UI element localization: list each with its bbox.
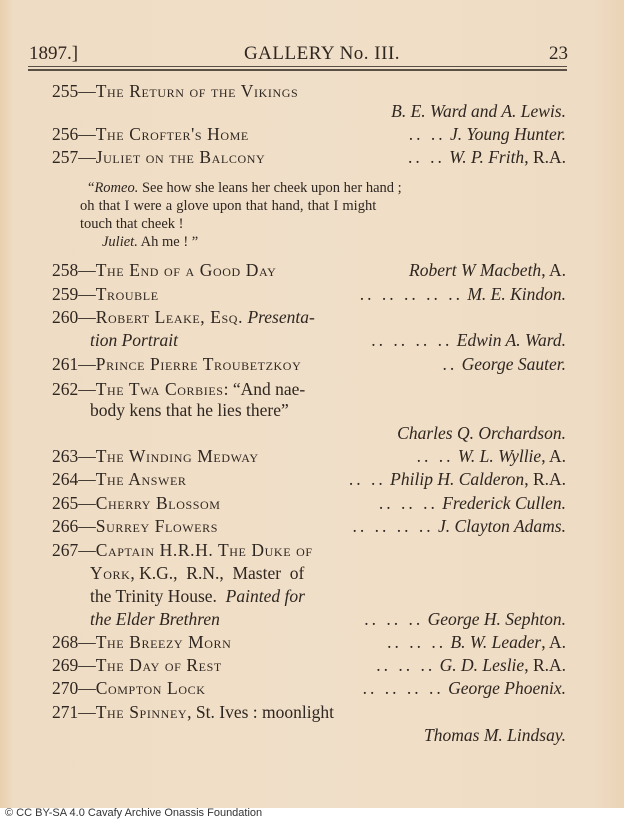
page-title bbox=[0, 43, 624, 65]
leader-dots: .. .. .. bbox=[378, 493, 438, 513]
entry-number: 268 bbox=[52, 632, 79, 652]
artist-name: Charles Q. Orchardson. bbox=[397, 423, 566, 443]
leader-dots: .. .. .. .. bbox=[352, 516, 434, 536]
entry-line bbox=[52, 422, 566, 444]
page-number: 23 bbox=[549, 43, 568, 64]
entry-line bbox=[90, 562, 566, 584]
entry-subtitle: , K.G., R.N., Master of bbox=[130, 563, 305, 583]
entry-right bbox=[397, 422, 566, 444]
leader-dots: .. .. bbox=[416, 446, 454, 466]
entry-dash: — bbox=[78, 540, 96, 560]
artist-name: George Sauter. bbox=[461, 354, 566, 374]
entry-number: 271 bbox=[52, 702, 79, 722]
header-rule-thin bbox=[28, 66, 567, 67]
leader-dots: .. .. .. bbox=[376, 655, 436, 675]
entry-right bbox=[424, 724, 566, 746]
entry-line bbox=[90, 399, 566, 421]
entry-right bbox=[417, 445, 566, 467]
entry-dash: — bbox=[78, 124, 96, 144]
entry-number: 257 bbox=[52, 147, 79, 167]
quote-text-1: See how she leans her cheek upon her hand ; bbox=[138, 180, 402, 196]
quote-speaker-romeo: Romeo. bbox=[94, 180, 139, 196]
entry-title: The Twa Corbies bbox=[95, 379, 224, 399]
entry-dash: — bbox=[78, 147, 96, 167]
entry-number: 265 bbox=[52, 493, 79, 513]
entry-dash: — bbox=[78, 516, 96, 536]
artist-name: B. W. Leader bbox=[450, 632, 542, 652]
open-quote: “ bbox=[88, 180, 95, 196]
header-year: 1897.] bbox=[29, 43, 79, 64]
entry-right bbox=[391, 100, 566, 122]
artist-name: M. E. Kindon. bbox=[467, 284, 566, 304]
entry-title: The Return of the Vikings bbox=[95, 81, 299, 101]
entry-number: 263 bbox=[52, 446, 79, 466]
artist-name: W. L. Wyllie bbox=[457, 446, 542, 466]
entry-number: 261 bbox=[52, 354, 79, 374]
entry-line bbox=[90, 329, 566, 351]
artist-name: George Phoenix. bbox=[448, 678, 566, 698]
entry-title: Juliet on the Balcony bbox=[95, 147, 266, 167]
entry-right bbox=[379, 492, 566, 514]
artist-name: Edwin A. Ward. bbox=[456, 330, 566, 350]
entry-number: 260 bbox=[52, 307, 79, 327]
entry-title: Compton Lock bbox=[95, 678, 206, 698]
entry-number: 264 bbox=[52, 469, 79, 489]
entry-right bbox=[371, 329, 566, 351]
artist-name: J. Young Hunter. bbox=[449, 124, 566, 144]
entry-title-italic: Presenta- bbox=[247, 307, 315, 327]
entry-dash: — bbox=[78, 632, 96, 652]
entry-dash: — bbox=[78, 307, 96, 327]
entry-right bbox=[409, 123, 566, 145]
entry-line bbox=[52, 100, 566, 122]
artist-name: W. P. Frith bbox=[449, 147, 525, 167]
artist-name: Thomas M. Lindsay. bbox=[424, 725, 566, 745]
entry-subtitle-italic: the Elder Brethren bbox=[90, 609, 220, 629]
entry-title-rest: , St. Ives : moonlight bbox=[187, 702, 334, 722]
entry-right bbox=[352, 515, 566, 537]
artist-title: , A. bbox=[541, 632, 566, 652]
entry-dash: — bbox=[78, 655, 96, 675]
entry-title: The Breezy Morn bbox=[95, 632, 232, 652]
entry-title: Prince Pierre Troubetzkoy bbox=[95, 354, 302, 374]
artist-name: George H. Sephton. bbox=[427, 609, 566, 629]
leader-dots: .. .. .. bbox=[387, 632, 447, 652]
entry-dash: — bbox=[78, 678, 96, 698]
entry-right bbox=[408, 146, 566, 168]
leader-dots: .. .. bbox=[408, 147, 445, 167]
entry-title: Cherry Blossom bbox=[95, 493, 221, 513]
artist-name: J. Clayton Adams. bbox=[437, 516, 566, 536]
entry-right bbox=[360, 283, 566, 305]
leader-dots: .. .. bbox=[348, 469, 386, 489]
entry-subtitle: tion Portrait bbox=[90, 330, 178, 350]
entry-line bbox=[52, 378, 566, 400]
entry-subtitle: the Trinity House. bbox=[90, 586, 217, 606]
entry-line bbox=[52, 353, 566, 375]
entry-number: 256 bbox=[52, 124, 79, 144]
entry-right bbox=[363, 677, 566, 699]
entry-title: The End of a Good Day bbox=[95, 260, 277, 280]
quote-speaker-juliet: Juliet. bbox=[102, 234, 138, 250]
entry-title: The Winding Medway bbox=[95, 446, 259, 466]
artist-name: Robert W Macbeth bbox=[409, 260, 542, 280]
leader-dots: .. .. bbox=[408, 124, 446, 144]
entry-line bbox=[52, 468, 566, 490]
leader-dots: .. bbox=[442, 354, 458, 374]
entry-title: Surrey Flowers bbox=[95, 516, 218, 536]
entry-line bbox=[52, 654, 566, 676]
entry-number: 270 bbox=[52, 678, 79, 698]
entry-number: 255 bbox=[52, 81, 79, 101]
leader-dots: .. .. .. .. bbox=[362, 678, 444, 698]
entry-right bbox=[364, 608, 566, 630]
entry-title: The Crofter's Home bbox=[95, 124, 249, 144]
artist-title: , A. bbox=[541, 260, 566, 280]
entry-right bbox=[349, 468, 566, 490]
quote-text-4: Ah me ! ” bbox=[137, 234, 199, 250]
entry-number: 267 bbox=[52, 540, 79, 560]
entry-title: The Spinney bbox=[95, 702, 188, 722]
entry-dash: — bbox=[78, 493, 96, 513]
artist-title: , A. bbox=[541, 446, 566, 466]
entry-right bbox=[376, 654, 566, 676]
entry-right bbox=[409, 259, 566, 281]
leader-dots: .. .. .. bbox=[364, 609, 424, 629]
entry-line bbox=[90, 608, 566, 630]
artist-title: , R.A. bbox=[524, 655, 566, 675]
entry-dash: — bbox=[78, 702, 96, 722]
entry-number: 258 bbox=[52, 260, 79, 280]
entry-dash: — bbox=[78, 260, 96, 280]
quote-line-2: oh that I were a glove upon that hand, that I might bbox=[80, 198, 377, 214]
artist-name: Frederick Cullen. bbox=[442, 493, 566, 513]
entry-dash: — bbox=[78, 379, 96, 399]
entry-title: The Day of Rest bbox=[95, 655, 222, 675]
entry-line bbox=[52, 445, 566, 467]
entry-title-rest: : “And nae- bbox=[223, 379, 306, 399]
entry-line bbox=[52, 677, 566, 699]
entry-subtitle-sc: York bbox=[90, 563, 131, 583]
artist-title: , R.A. bbox=[524, 147, 566, 167]
entry-subtitle: body kens that he lies there” bbox=[90, 400, 289, 420]
entry-line bbox=[52, 724, 566, 746]
entry-number: 262 bbox=[52, 379, 79, 399]
artist-title: , R.A. bbox=[524, 469, 566, 489]
entry-number: 259 bbox=[52, 284, 79, 304]
entry-line bbox=[90, 585, 566, 607]
entry-line bbox=[52, 123, 566, 145]
entry-subtitle-italic: Painted for bbox=[225, 586, 305, 606]
entry-dash: — bbox=[78, 469, 96, 489]
quote-line-3: touch that cheek ! bbox=[80, 216, 184, 232]
entry-number: 266 bbox=[52, 516, 79, 536]
entry-line bbox=[52, 515, 566, 537]
entry-title: Captain H.R.H. The Duke of bbox=[95, 540, 313, 560]
header-rule-thick bbox=[28, 69, 567, 71]
page-title-text: GALLERY No. III. bbox=[243, 43, 401, 64]
entry-dash: — bbox=[78, 446, 96, 466]
entry-line bbox=[52, 701, 566, 723]
entry-line bbox=[52, 283, 566, 305]
entry-title: The Answer bbox=[95, 469, 187, 489]
entry-line bbox=[52, 492, 566, 514]
entry-title: Robert Leake, Esq. bbox=[95, 307, 244, 327]
leader-dots: .. .. .. .. bbox=[371, 330, 453, 350]
entry-number: 269 bbox=[52, 655, 79, 675]
entry-title: Trouble bbox=[95, 284, 159, 304]
artist-name: Philip H. Calderon bbox=[390, 469, 525, 489]
entry-right bbox=[387, 631, 566, 653]
entry-line bbox=[52, 631, 566, 653]
entry-line bbox=[52, 146, 566, 168]
entry-line bbox=[52, 80, 566, 102]
entry-line bbox=[52, 259, 566, 281]
copyright-footer: © CC BY-SA 4.0 Cavafy Archive Onassis Foundation bbox=[5, 807, 263, 819]
leader-dots: .. .. .. .. .. bbox=[359, 284, 463, 304]
entry-line bbox=[52, 306, 566, 328]
artist-name: B. E. Ward and A. Lewis. bbox=[391, 101, 566, 121]
artist-name: G. D. Leslie bbox=[439, 655, 525, 675]
entry-dash: — bbox=[78, 284, 96, 304]
quote-line-4 bbox=[102, 234, 198, 251]
entry-dash: — bbox=[78, 81, 96, 101]
entry-line bbox=[52, 539, 566, 561]
quote-line-1 bbox=[88, 180, 402, 197]
entry-right bbox=[443, 353, 566, 375]
entry-dash: — bbox=[78, 354, 96, 374]
